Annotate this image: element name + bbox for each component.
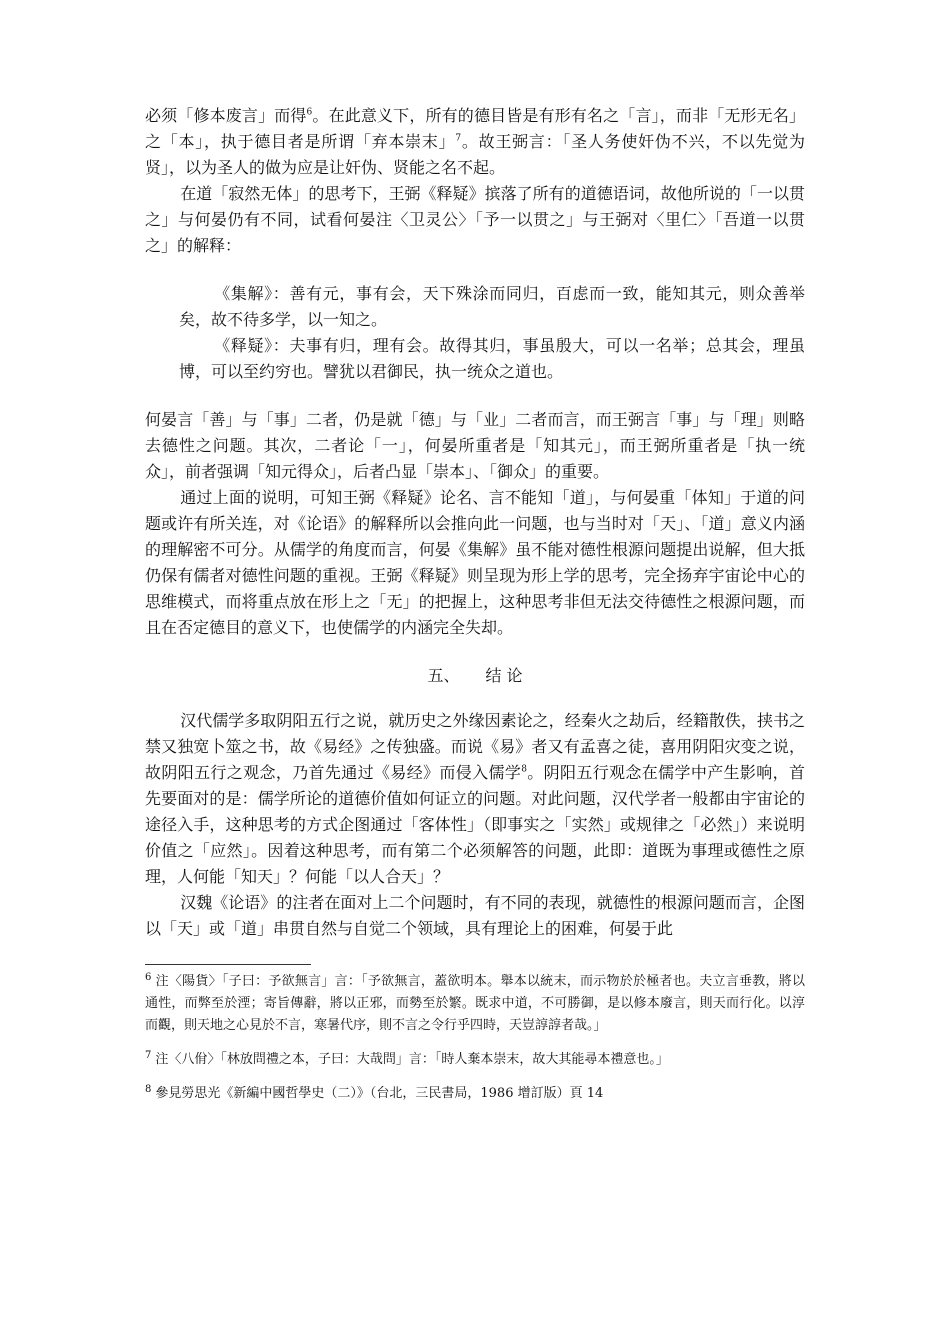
footnote-text: 注〈陽貨〉「子曰：予欲無言」言：「予欲無言，蓋欲明本。舉本以統末，而示物於於極者也。夫立言垂教，將以通性，而弊至於湮；寄旨傳辭，將以正邪，而勢至於繁。既求中道，不可勝御，是以修本廢言，則天而行化。以淳而觀，則天地之心見於不言，寒暑代序，則不言之令行乎四時，天豈諄諄者哉。」 xyxy=(145,974,805,1033)
footnote-ref-8: 8 xyxy=(521,764,527,775)
footnote-6 xyxy=(145,971,805,1037)
section-number: 五、 xyxy=(427,666,460,685)
footnote-text: 參見勞思光《新編中國哲學史（二）》（台北，三民書局，1986 增訂版）頁 14 xyxy=(155,1086,604,1101)
section-title: 结 论 xyxy=(485,666,523,685)
footnote-divider xyxy=(145,964,311,965)
text-run: 汉代儒学多取阴阳五行之说，就历史之外缘因素论之，经秦火之劫后，经籍散佚，挟书之禁又独宽卜筮之书，故《易经》之传独盛。而说《易》者又有孟喜之徒，喜用阴阳灾变之说，故阴阳五行之观念，乃首先通过《易经》而侵入儒学 xyxy=(145,711,805,782)
body-paragraph-5 xyxy=(145,708,805,890)
body-paragraph-4: 通过上面的说明，可知王弼《释疑》论名、言不能知「道」，与何晏重「体知」于道的问题或许有所关连，对《论语》的解释所以会推向此一问题，也与当时对「天」、「道」意义内涵的理解密不可分。从儒学的角度而言，何晏《集解》虽不能对德性根源问题提出说解，但大抵仍保有儒者对德性问题的重视。王弼《释疑》则呈现为形上学的思考，完全扬弃宇宙论中心的思维模式，而将重点放在形上之「无」的把握上，这种思考非但无法交待德性之根源问题，而且在否定德目的意义下，也使儒学的内涵完全失却。 xyxy=(145,488,805,637)
footnote-number: 7 xyxy=(145,1049,152,1061)
text-run: 。在此意义下，所有的德目皆是有形有名之「言」，而非「无形无名」之「本」，执于德目者是所谓「弃本崇末」 xyxy=(145,106,805,151)
footnote-number: 6 xyxy=(145,971,152,983)
block-quote xyxy=(179,281,805,385)
quote-shiyi: 《释疑》：夫事有归，理有会。故得其归，事虽殷大，可以一名举；总其会，理虽博，可以至约穷也。譬犹以君御民，执一统众之道也。 xyxy=(179,336,805,381)
footnote-ref-6: 6 xyxy=(306,107,313,118)
text-run: 。故王弼言：「圣人务使奸伪不兴，不以先觉为贤」，以为圣人的做为应是让奸伪、贤能之名不起。 xyxy=(145,132,805,177)
text-run: 。阴阳五行观念在儒学中产生影响，首先要面对的是：儒学所论的道德价值如何证立的问题。对此问题，汉代学者一般都由宇宙论的途径入手，这种思考的方式企图通过「客体性」（即事实之「实然」或规律之「必然」）来说明价值之「应然」。因着这种思考，而有第二个必须解答的问题，此即：道既为事理或德性之原理，人何能「知天」？何能「以人合天」？ xyxy=(145,763,805,886)
document-page xyxy=(145,103,805,1105)
footnotes xyxy=(145,971,805,1105)
footnote-text: 注〈八佾〉「林放問禮之本，子曰：大哉問」言：「時人棄本崇末，故大其能尋本禮意也。」 xyxy=(155,1052,669,1067)
body-paragraph-3: 何晏言「善」与「事」二者，仍是就「德」与「业」二者而言，而王弼言「事」与「理」则略去德性之问题。其次，二者论「一」，何晏所重者是「知其元」，而王弼所重者是「执一统众」，前者强调「知元得众」，后者凸显「崇本」、「御众」的重要。 xyxy=(145,410,805,481)
footnote-ref-7: 7 xyxy=(455,133,462,144)
quote-jijie: 《集解》：善有元，事有会，天下殊涂而同归，百虑而一致，能知其元，则众善举矣，故不待多学，以一知之。 xyxy=(179,284,805,329)
body-paragraph-1 xyxy=(145,103,805,181)
section-heading xyxy=(145,663,805,686)
text-run: 必须「修本废言」而得 xyxy=(145,106,307,125)
body-paragraph-6: 汉魏《论语》的注者在面对上二个问题时，有不同的表现，就德性的根源问题而言，企图以「天」或「道」串贯自然与自觉二个领域，具有理论上的困难，何晏于此 xyxy=(145,893,805,938)
footnote-number: 8 xyxy=(145,1083,152,1095)
footnote-7 xyxy=(145,1049,805,1071)
footnote-8 xyxy=(145,1083,805,1105)
body-paragraph-2: 在道「寂然无体」的思考下，王弼《释疑》摈落了所有的道德语词，故他所说的「一以贯之」与何晏仍有不同，试看何晏注〈卫灵公〉「予一以贯之」与王弼对〈里仁〉「吾道一以贯之」的解释： xyxy=(145,184,805,255)
